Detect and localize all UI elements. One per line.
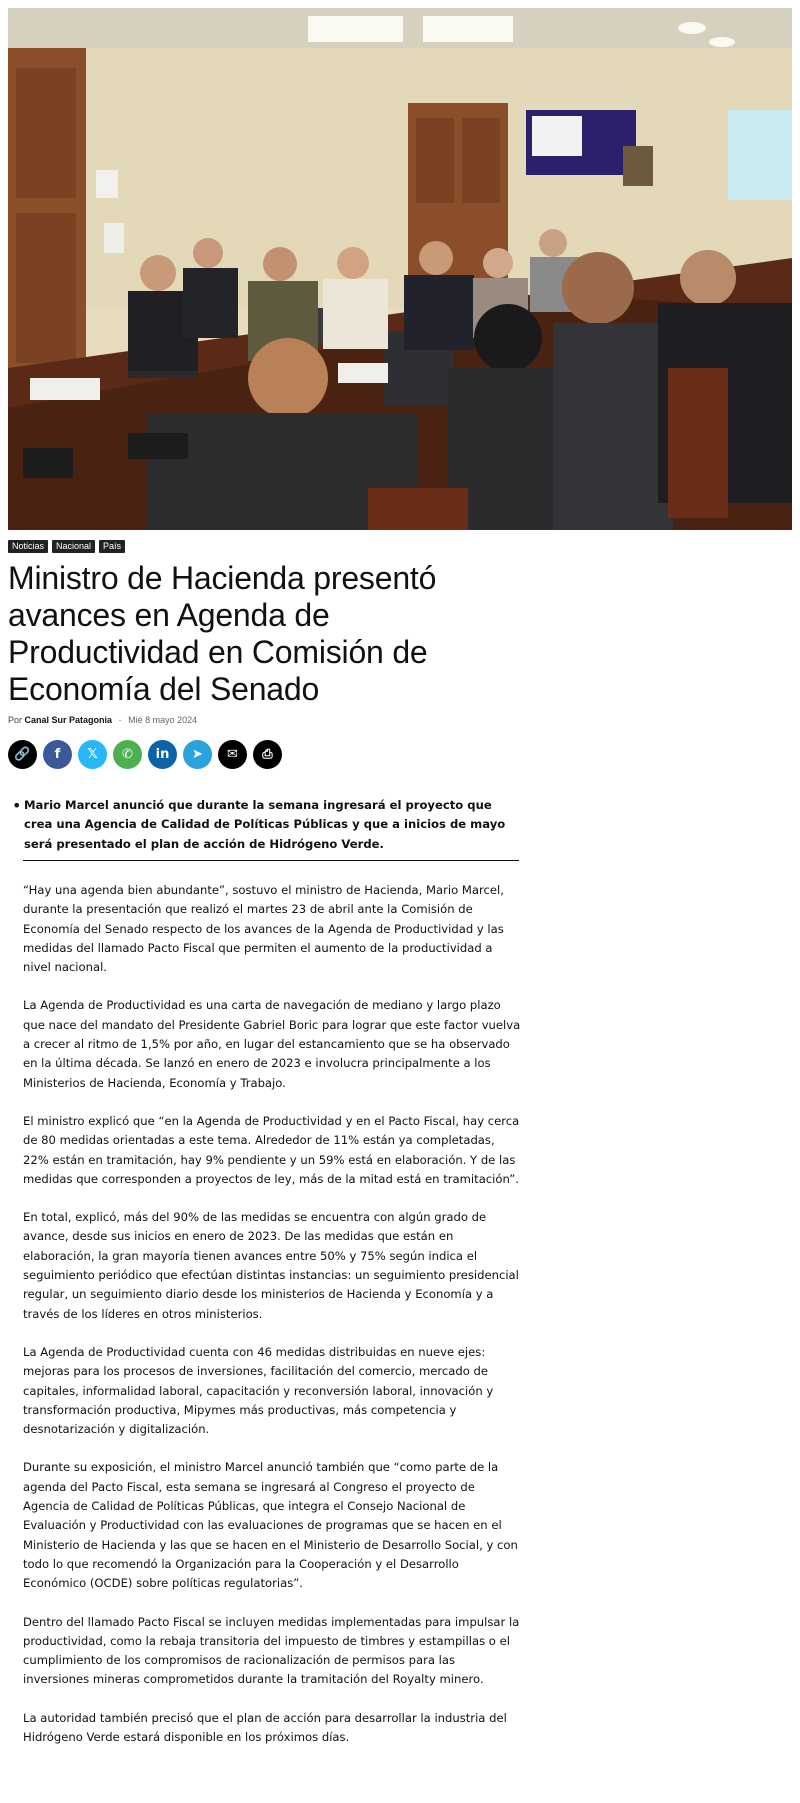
bullet-icon: • (12, 796, 22, 815)
lead-divider (23, 860, 519, 861)
facebook-icon: f (54, 747, 61, 762)
printer-icon: ⎙ (262, 747, 273, 762)
body-paragraph-2: La Agenda de Productividad es una carta de navegación de mediano y largo plazo que nace del mandato del Presidente Gabriel Boric para lograr que este factor vuelva a crecer al ritmo de 1,5% por año, en lugar del estancamiento que se ha observado en la última década. Se lanzó en enero de 2023 e involucra principalmente a los Ministerios de Hacienda, Economía y Trabajo. (23, 998, 521, 1090)
share-x-twitter-button[interactable] (78, 740, 107, 769)
category-tags (8, 540, 125, 553)
tag-pais[interactable]: País (99, 540, 125, 553)
article-headline: Ministro de Hacienda presentó avances en Agenda de Productividad en Comisión de Economía del Senado (8, 560, 437, 707)
share-facebook-button[interactable] (43, 740, 72, 769)
body-paragraph-4: En total, explicó, más del 90% de las medidas se encuentra con algún grado de avance, desde sus inicios en enero de 2023. De las medidas que están en elaboración, la gran mayoría tienen avances entre 50% y 75% según indica el seguimiento periódico que efectúan distintas instancias: un seguimiento presidencial regular, un seguimiento diario desde los ministerios de Hacienda y Economía y a través de los líderes en otros ministerios. (23, 1210, 519, 1321)
tag-noticias[interactable]: Noticias (8, 540, 48, 553)
meeting-room-photo (8, 8, 792, 530)
body-paragraph-7: Dentro del llamado Pacto Fiscal se incluyen medidas implementadas para impulsar la productividad, como la rebaja transitoria del impuesto de timbres y estampillas o el cumplimiento de los compromisos de racionalización de permisos para las inversiones mineras comprometidos durante la tramitación del Royalty minero. (23, 1614, 520, 1687)
mail-icon: ✉ (227, 747, 238, 762)
body-paragraph-5: La Agenda de Productividad cuenta con 46 medidas distribuidas en nueve ejes: mejoras para los procesos de inversiones, facilitación del comercio, mercado de capitales, informalidad laboral, capacitación y reconversión laboral, innovación y transformación productiva, Mipymes más productivas, más competencia y desnotarización y digitalización. (23, 1344, 494, 1437)
article-meta (8, 715, 197, 725)
article-lead (12, 796, 517, 854)
body-paragraph-6: Durante su exposición, el ministro Marcel anunció también que “como parte de la agenda del Pacto Fiscal, esta semana se ingresará al Congreso el proyecto de Agencia de Calidad de Políticas Públicas, que integra el Consejo Nacional de Evaluación y Productividad con las evaluaciones de programas que se hacen en el Ministerio de Hacienda y las que se hacen en el Ministerio de Desarrollo Social, y con todo lo que recomendó la Organización para la Cooperación y el Desarrollo Económico (OCDE) sobre políticas regulatorias”. (23, 1460, 518, 1591)
linkedin-icon: in (155, 747, 170, 762)
body-paragraph-8: La autoridad también precisó que el plan de acción para desarrollar la industria del Hidrógeno Verde estará disponible en los próximos días. (23, 1710, 507, 1744)
whatsapp-icon: ✆ (122, 747, 133, 762)
meta-separator: - (118, 715, 122, 725)
share-buttons (8, 740, 282, 769)
share-whatsapp-button[interactable] (113, 740, 142, 769)
publish-date: Mié 8 mayo 2024 (128, 715, 198, 725)
telegram-icon: ➤ (192, 747, 203, 762)
x-icon: 𝕏 (87, 747, 98, 762)
article-hero-image (8, 8, 792, 530)
share-telegram-button[interactable] (183, 740, 212, 769)
byline-prefix: Por (8, 715, 23, 725)
body-paragraph-1: “Hay una agenda bien abundante”, sostuvo el ministro de Hacienda, Mario Marcel, durante la presentación que realizó el martes 23 de abril ante la Comisión de Economía del Senado respecto de los avances de la Agenda de Productividad y las medidas del llamado Pacto Fiscal que permiten el aumento de la productividad a nivel nacional. (23, 883, 504, 975)
author-link[interactable]: Canal Sur Patagonia (24, 715, 113, 725)
article-body (23, 881, 523, 1766)
tag-nacional[interactable]: Nacional (52, 540, 95, 553)
body-paragraph-3: El ministro explicó que “en la Agenda de Productividad y en el Pacto Fiscal, hay cerca de 80 medidas orientadas a este tema. Alrededor de 11% están ya completadas, 22% están en tramitación, hay 9% pendiente y un 59% está en elaboración. Y de las medidas que corresponden a proyectos de ley, más de la mitad está en tramitación”. (23, 1113, 520, 1186)
share-copy-link-button[interactable] (8, 740, 37, 769)
share-email-button[interactable] (218, 740, 247, 769)
link-icon: 🔗 (14, 747, 31, 762)
share-print-button[interactable] (253, 740, 282, 769)
lead-text: Mario Marcel anunció que durante la semana ingresará el proyecto que crea una Agencia de Calidad de Políticas Públicas y que a inicios de mayo será presentado el plan de acción de Hidrógeno Verde. (24, 798, 506, 851)
share-linkedin-button[interactable] (148, 740, 177, 769)
